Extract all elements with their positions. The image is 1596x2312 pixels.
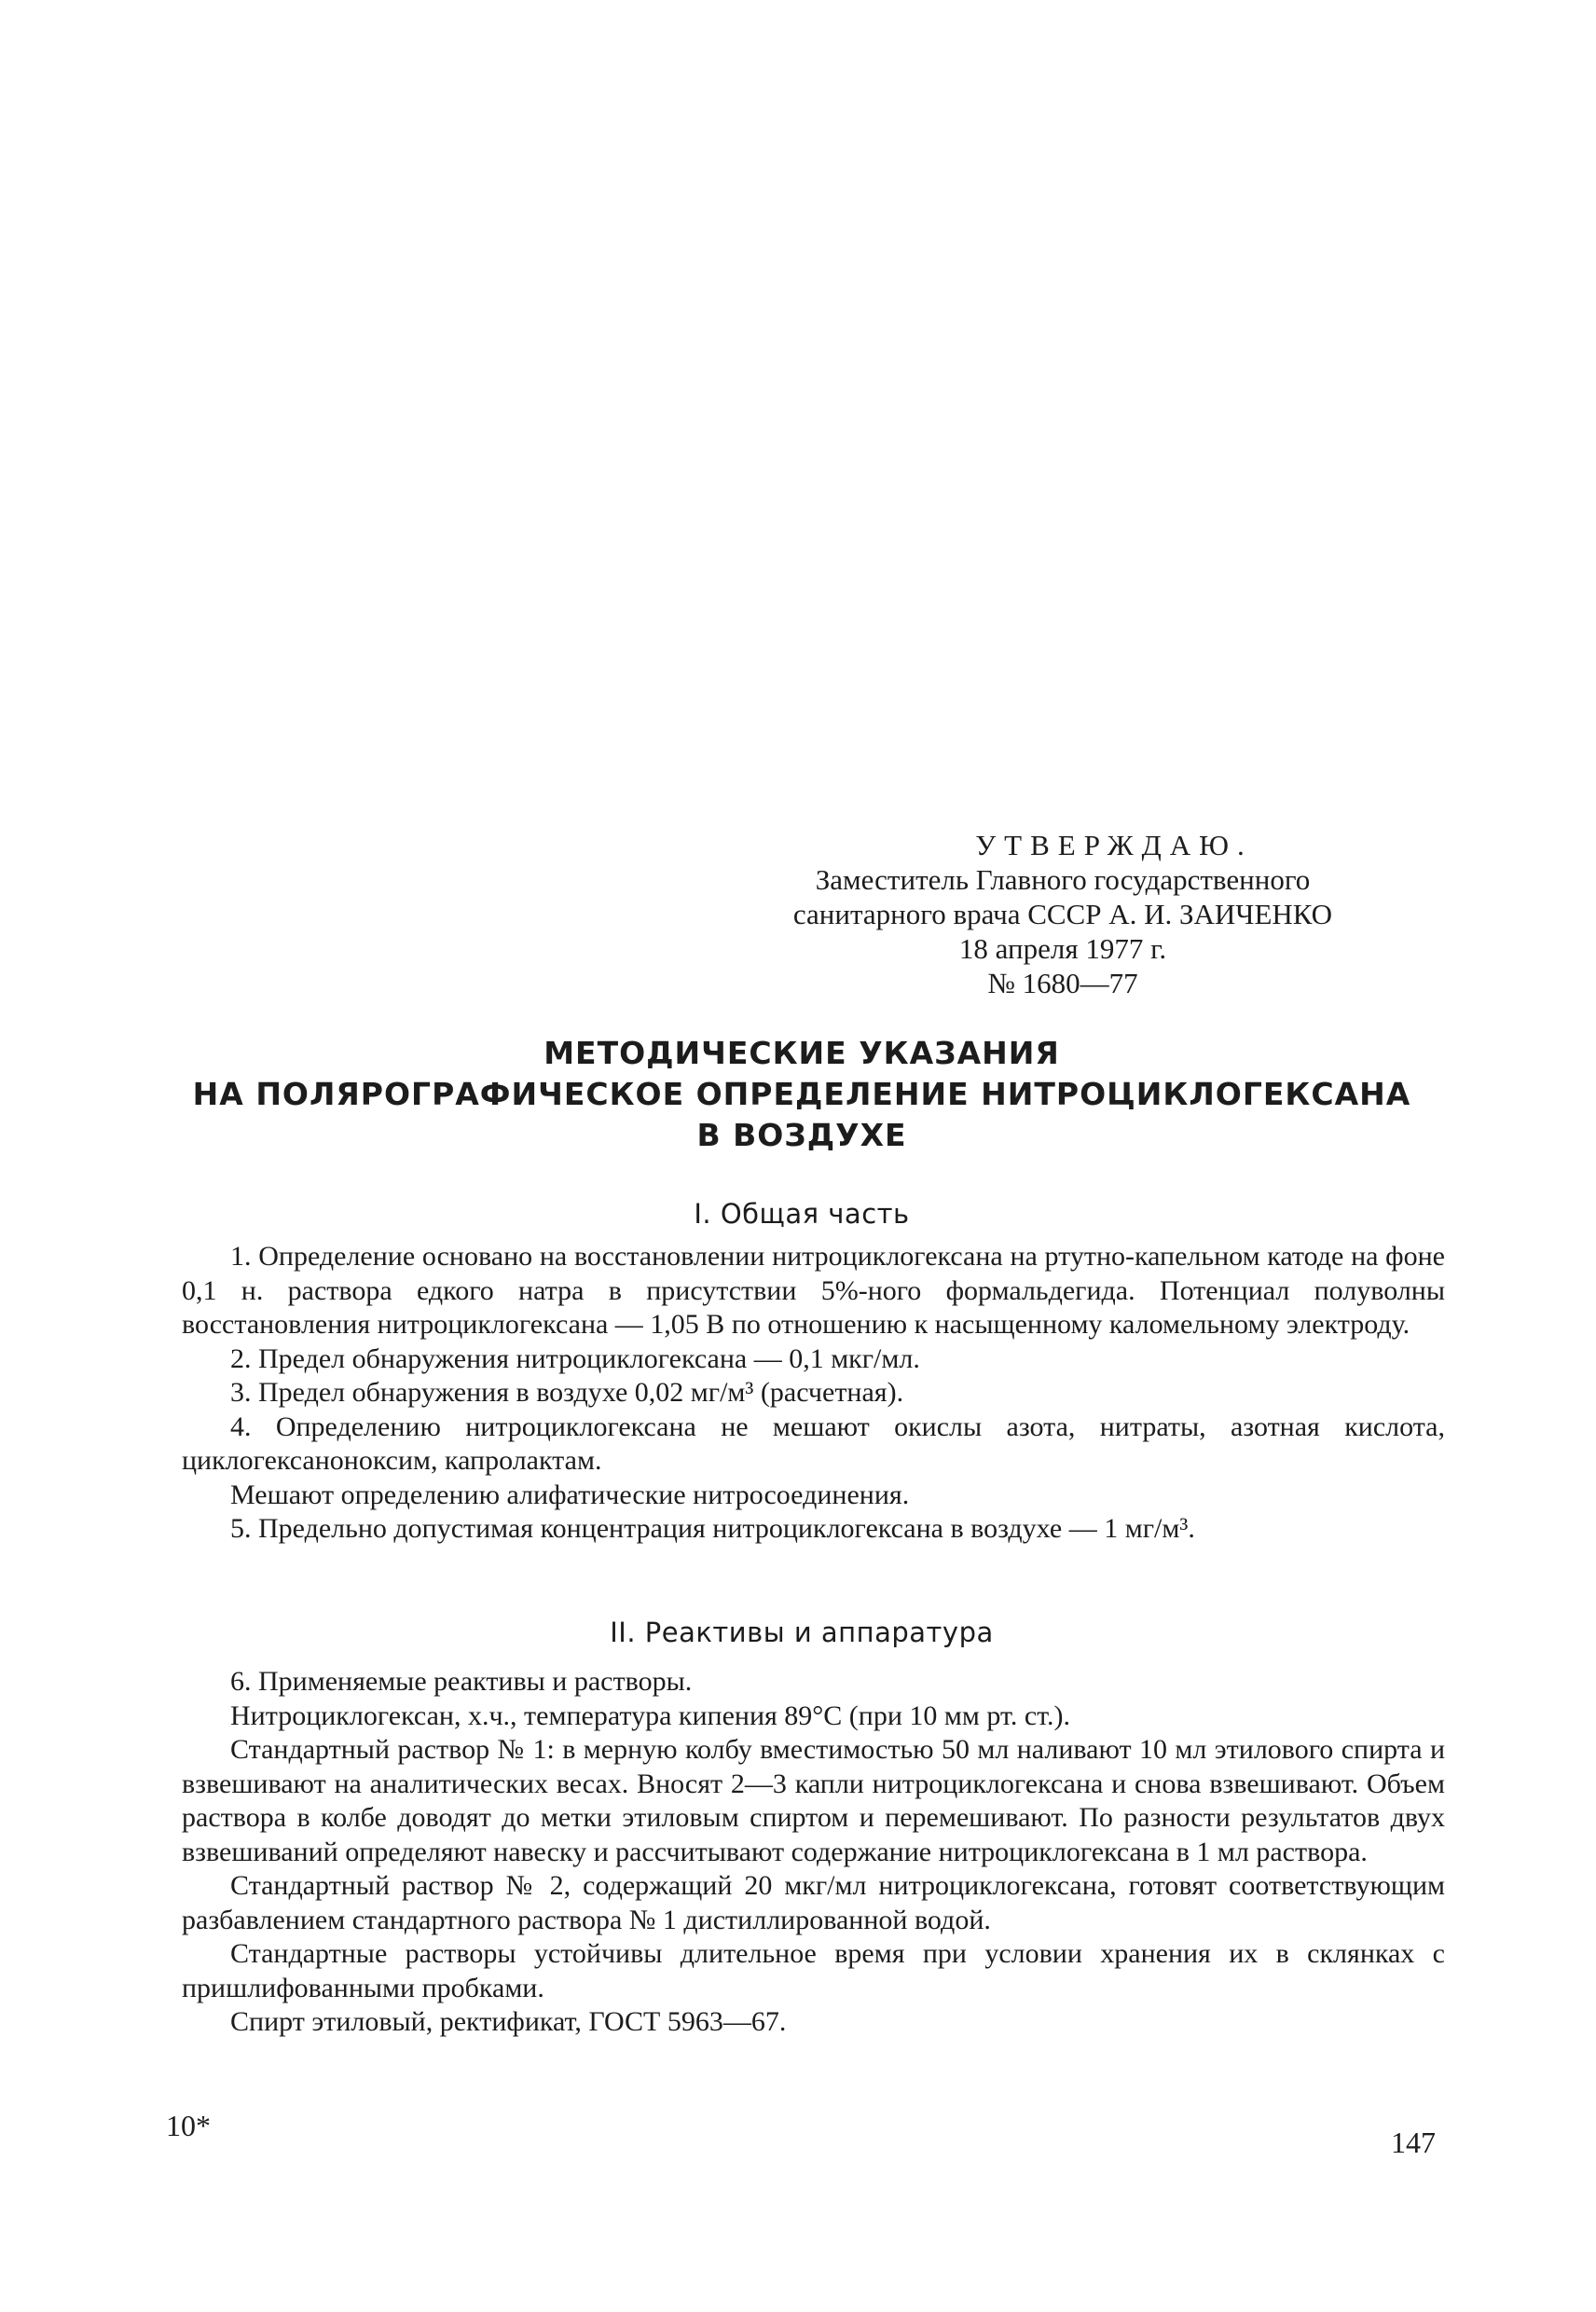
approval-block	[709, 828, 1417, 1000]
paragraph: 3. Предел обнаружения в воздухе 0,02 мг/м³ (расчетная).	[230, 1377, 904, 1408]
approval-heading: УТВЕРЖДАЮ.	[975, 829, 1253, 861]
approver-name-line: санитарного врача СССР А. И. ЗАИЧЕНКО	[792, 898, 1333, 930]
paragraph: Стандартный раствор № 2, содержащий 20 мкг/мл нитроциклогексана, готовят соответствующим разбавлением стандартного раствора № 1 дистиллированной водой.	[182, 1870, 1445, 1935]
paragraph: Нитроциклогексан, х.ч., температура кипения 89°С (при 10 мм рт. ст.).	[230, 1700, 1070, 1731]
section-body-reagents	[182, 1665, 1445, 2040]
title-line: В ВОЗДУХЕ	[696, 1117, 907, 1153]
signature-mark: 10*	[166, 2109, 211, 2142]
title-line: НА ПОЛЯРОГРАФИЧЕСКОЕ ОПРЕДЕЛЕНИЕ НИТРОЦИКЛОГЕКСАНА	[192, 1076, 1411, 1112]
paragraph: 4. Определению нитроциклогексана не мешают окислы азота, нитраты, азотная кислота, циклогексаноноксим, капролактам.	[182, 1411, 1445, 1476]
paragraph: Спирт этиловый, ректификат, ГОСТ 5963—67.	[230, 2006, 787, 2037]
section-heading-general: I. Общая часть	[694, 1198, 910, 1230]
section-heading-reagents: II. Реактивы и аппаратура	[610, 1617, 994, 1648]
title-line: МЕТОДИЧЕСКИЕ УКАЗАНИЯ	[543, 1035, 1060, 1071]
paragraph: Стандартные растворы устойчивы длительное время при условии хранения их в склянках с пришлифованными пробками.	[182, 1938, 1445, 2003]
page-number: 147	[1391, 2126, 1436, 2159]
paragraph: 1. Определение основано на восстановлении нитроциклогексана на ртутно-капельном катоде на фоне 0,1 н. раствора едкого натра в присутствии 5%-ного формальдегида. Потенциал полуволны восстановления нитроциклогексана — 1,05 В по отношению к насыщенному каломельному электроду.	[182, 1241, 1445, 1340]
paragraph: 2. Предел обнаружения нитроциклогексана — 0,1 мкг/мл.	[230, 1342, 920, 1374]
paragraph: Мешают определению алифатические нитросоединения.	[230, 1479, 910, 1510]
approval-date: 18 апреля 1977 г.	[958, 932, 1167, 965]
section-body-general	[182, 1240, 1445, 1547]
paragraph: Стандартный раствор № 1: в мерную колбу вместимостью 50 мл наливают 10 мл этилового спирта и взвешивают на аналитических весах. Вносят 2—3 капли нитроциклогексана и снова взвешивают. Объем раствора в колбе доводят до метки этиловым спиртом и перемешивают. По разности результатов двух взвешиваний определяют навеску и рассчитывают содержание нитроциклогексана в 1 мл раствора.	[182, 1734, 1445, 1867]
document-title	[158, 1033, 1445, 1156]
approval-number: № 1680—77	[987, 967, 1138, 999]
paragraph: 5. Предельно допустимая концентрация нитроциклогексана в воздухе — 1 мг/м³.	[230, 1513, 1195, 1544]
paragraph: 6. Применяемые реактивы и растворы.	[230, 1666, 693, 1697]
approver-title-line: Заместитель Главного государственного	[815, 863, 1311, 896]
